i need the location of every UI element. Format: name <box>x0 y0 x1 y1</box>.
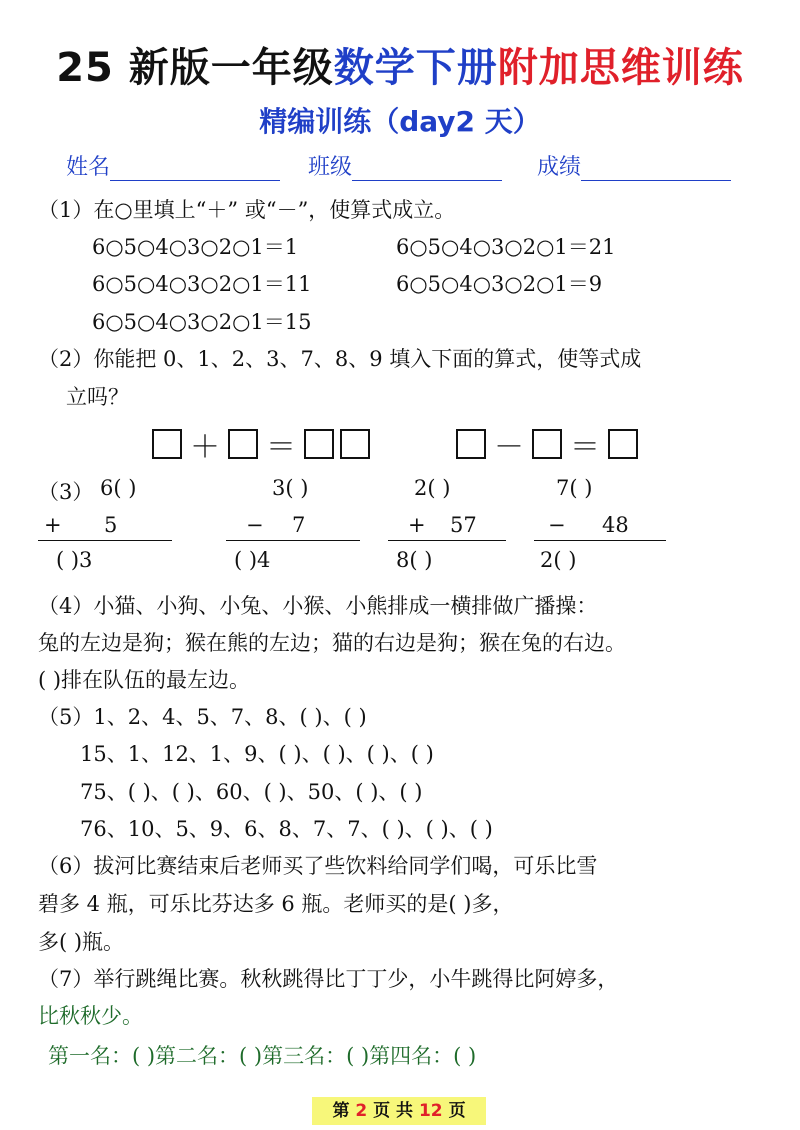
footer-post: 页 <box>448 1101 466 1121</box>
q3-d-rule <box>534 540 666 541</box>
q7-ranking-line: 第一名：( )第二名：( )第三名：( )第四名：( ) <box>48 1044 477 1068</box>
q4-line-2: 兔的左边是狗；猴在熊的左边；猫的右边是狗；猴在兔的右边。 <box>38 631 626 655</box>
name-field[interactable] <box>66 150 280 181</box>
q1-prompt: （1）在○里填上“＋” 或“－”，使算式成立。 <box>38 198 456 222</box>
q3-b-number: 7 <box>292 513 306 537</box>
title-blue: 数学下册 <box>333 45 498 91</box>
q3-d-top: 7( ) <box>556 476 593 500</box>
q1-equation-2: 6○5○4○3○2○1＝21 <box>396 235 616 259</box>
q2-line-1: （2）你能把 0、1、2、3、7、8、9 填入下面的算式，使等式成 <box>38 347 642 371</box>
q5-line-2: 15、1、12、1、9、( )、( )、( )、( ) <box>80 742 434 766</box>
class-field[interactable] <box>308 150 502 181</box>
footer-total-pages: 12 <box>418 1101 443 1121</box>
answer-box[interactable] <box>304 429 334 459</box>
q3-b-rule <box>226 540 360 541</box>
title-black: 25 新版一年级 <box>56 45 334 91</box>
q1-equation-3: 6○5○4○3○2○1＝11 <box>92 272 312 296</box>
title-red: 附加思维训练 <box>497 45 744 91</box>
answer-box[interactable] <box>228 429 258 459</box>
score-blank[interactable] <box>581 158 731 181</box>
equals-sign: ＝ <box>266 430 296 465</box>
q3-c-result: 8( ) <box>396 548 433 572</box>
q5-line-1: （5）1、2、4、5、7、8、( )、( ) <box>38 705 367 729</box>
footer-pre: 第 <box>332 1101 350 1121</box>
q3-a-top: 6( ) <box>100 476 137 500</box>
q3-d-result: 2( ) <box>540 548 577 572</box>
class-label: 班级 <box>308 155 353 180</box>
page-footer <box>312 1097 486 1125</box>
q3-b-result: ( )4 <box>234 548 271 572</box>
minus-sign: － <box>494 430 524 465</box>
q7-line-2: 比秋秋少。 <box>38 1004 143 1028</box>
q6-line-1: （6）拔河比赛结束后老师买了些饮料给同学们喝，可乐比雪 <box>38 854 598 878</box>
q3-a-result: ( )3 <box>56 548 93 572</box>
q3-c-number: 57 <box>450 513 477 537</box>
answer-box[interactable] <box>532 429 562 459</box>
q3-c-top: 2( ) <box>414 476 451 500</box>
q3-a-operator: + <box>44 513 62 537</box>
plus-sign: ＋ <box>190 430 220 465</box>
q6-line-3: 多( )瓶。 <box>38 930 125 954</box>
q5-line-4: 76、10、5、9、6、8、7、7、( )、( )、( ) <box>80 817 493 841</box>
q3-c-rule <box>388 540 506 541</box>
q3-b-operator: − <box>246 513 264 537</box>
answer-box[interactable] <box>340 429 370 459</box>
answer-box[interactable] <box>456 429 486 459</box>
page-title <box>0 36 800 93</box>
answer-box[interactable] <box>152 429 182 459</box>
q7-line-1: （7）举行跳绳比赛。秋秋跳得比丁丁少，小牛跳得比阿婷多， <box>38 967 619 991</box>
q3-d-number: 48 <box>602 513 629 537</box>
q3-label: （3） <box>38 480 94 504</box>
q3-a-rule <box>38 540 172 541</box>
q3-b-top: 3( ) <box>272 476 309 500</box>
answer-box[interactable] <box>608 429 638 459</box>
name-label: 姓名 <box>66 155 111 180</box>
equals-sign: ＝ <box>570 430 600 465</box>
q4-line-1: （4）小猫、小狗、小兔、小猴、小熊排成一横排做广播操： <box>38 594 598 618</box>
q2-subtraction-puzzle <box>456 422 638 466</box>
q3-d-operator: − <box>548 513 566 537</box>
q2-addition-puzzle <box>152 422 370 466</box>
q6-line-2: 碧多 4 瓶，可乐比芬达多 6 瓶。老师买的是( )多， <box>38 892 514 916</box>
q3-a-number: 5 <box>104 513 118 537</box>
q2-line-2: 立吗？ <box>66 385 129 409</box>
class-blank[interactable] <box>352 158 502 181</box>
q1-equation-5: 6○5○4○3○2○1＝15 <box>92 310 312 334</box>
q5-line-3: 75、( )、( )、60、( )、50、( )、( ) <box>80 780 423 804</box>
q1-equation-1: 6○5○4○3○2○1＝1 <box>92 235 299 259</box>
footer-page-number: 2 <box>355 1101 368 1121</box>
page-subtitle: 精编训练（day2 天） <box>259 105 541 138</box>
name-blank[interactable] <box>110 158 280 181</box>
q4-line-3: ( )排在队伍的最左边。 <box>38 668 251 692</box>
q3-c-operator: + <box>408 513 426 537</box>
score-label: 成绩 <box>537 155 582 180</box>
score-field[interactable] <box>537 150 731 181</box>
footer-mid: 页 共 <box>373 1101 414 1121</box>
q1-equation-4: 6○5○4○3○2○1＝9 <box>396 272 603 296</box>
